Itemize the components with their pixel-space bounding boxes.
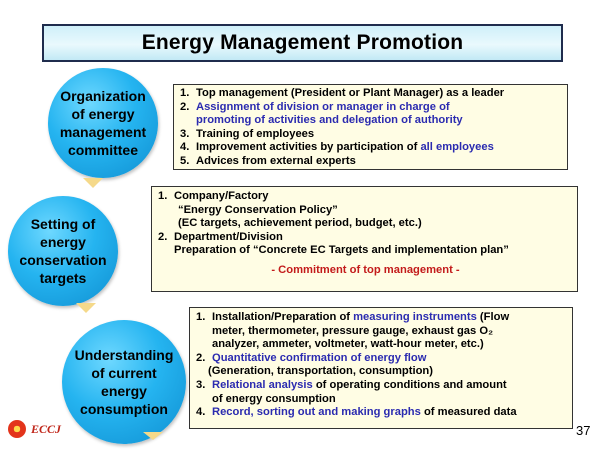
item-number: 4. (196, 406, 206, 419)
list-item (158, 231, 573, 245)
item-text-continued: promoting of activities and delegation of authority (196, 114, 463, 127)
list-item (180, 155, 563, 169)
list-item (196, 352, 568, 366)
item-number: 3. (196, 378, 206, 391)
item-text: Assignment of division or manager in charge of (196, 100, 450, 113)
down-arrow-icon (83, 178, 103, 188)
title-text: Energy Management Promotion (141, 31, 464, 54)
item-text-continued: analyzer, ammeter, voltmeter, watt-hour meter, etc.) (212, 338, 484, 351)
item-highlight: Relational analysis (212, 378, 313, 391)
item-text-continued: (Generation, transportation, consumption) (208, 365, 433, 378)
list-item (180, 87, 563, 101)
item-number: 1. (196, 311, 206, 323)
targets-box (151, 186, 578, 292)
item-text: Preparation of “Concrete EC Targets and implementation plan” (174, 244, 509, 257)
item-highlight: Quantitative confirmation of energy flow (212, 351, 427, 364)
slide-title (42, 24, 563, 62)
item-text: (EC targets, achievement period, budget, etc.) (178, 217, 422, 230)
organization-box (173, 84, 568, 170)
item-highlight: all employees (420, 141, 494, 154)
circle-organization (48, 68, 158, 178)
circle-line: management (59, 124, 147, 140)
item-text: of operating conditions and amount (312, 378, 507, 391)
item-number: 2. (180, 100, 190, 113)
circle-line: of current (91, 365, 157, 381)
logo-text: ECCJ (31, 421, 62, 436)
item-text: Department/Division (174, 230, 283, 243)
item-text: (Flow (476, 311, 510, 323)
circle-line: energy (40, 234, 86, 250)
item-text: Installation/Preparation of (212, 311, 354, 323)
circle-line: energy (101, 383, 147, 399)
item-number: 2. (158, 230, 168, 243)
page-number: 37 (576, 423, 591, 438)
circle-line: Organization (60, 88, 146, 104)
item-number: 3. (180, 127, 190, 140)
list-item (196, 406, 568, 420)
down-arrow-icon (76, 303, 96, 313)
item-number: 4. (180, 141, 190, 154)
item-text: of measured data (420, 406, 517, 419)
list-item (196, 311, 568, 325)
item-text: “Energy Conservation Policy” (178, 203, 338, 216)
item-text-continued: meter, thermometer, pressure gauge, exhaust gas O₂ (212, 324, 494, 337)
item-number: 1. (158, 190, 168, 202)
circle-understanding (62, 320, 186, 444)
circle-line: conservation (19, 252, 107, 268)
item-text-continued: of energy consumption (212, 392, 336, 405)
list-item (180, 141, 563, 155)
item-highlight: Record, sorting out and making graphs (212, 406, 421, 419)
circle-line: Setting of (30, 216, 96, 232)
circle-line: Understanding (74, 347, 174, 363)
commitment-note: - Commitment of top management - (271, 263, 460, 276)
item-number: 1. (180, 87, 190, 99)
circle-line: consumption (80, 401, 168, 417)
eccj-logo (8, 420, 61, 438)
item-text: Training of employees (196, 127, 315, 140)
list-item (196, 379, 568, 393)
down-arrow-icon (143, 432, 163, 440)
item-text: Advices from external experts (196, 154, 356, 167)
item-number: 2. (196, 351, 206, 364)
item-number: 5. (180, 154, 190, 167)
item-text: Improvement activities by participation of (196, 141, 421, 154)
understanding-box (189, 307, 573, 429)
item-text: Top management (President or Plant Manager) as a leader (196, 87, 505, 99)
circle-line: targets (39, 270, 87, 286)
circle-line: committee (67, 142, 138, 158)
list-item (180, 101, 563, 115)
list-item (158, 190, 573, 204)
circle-line: of energy (71, 106, 135, 122)
circle-targets (8, 196, 118, 306)
item-text: Company/Factory (174, 190, 269, 202)
list-item (180, 128, 563, 142)
sun-icon (8, 420, 26, 438)
item-highlight: measuring instruments (353, 311, 477, 323)
